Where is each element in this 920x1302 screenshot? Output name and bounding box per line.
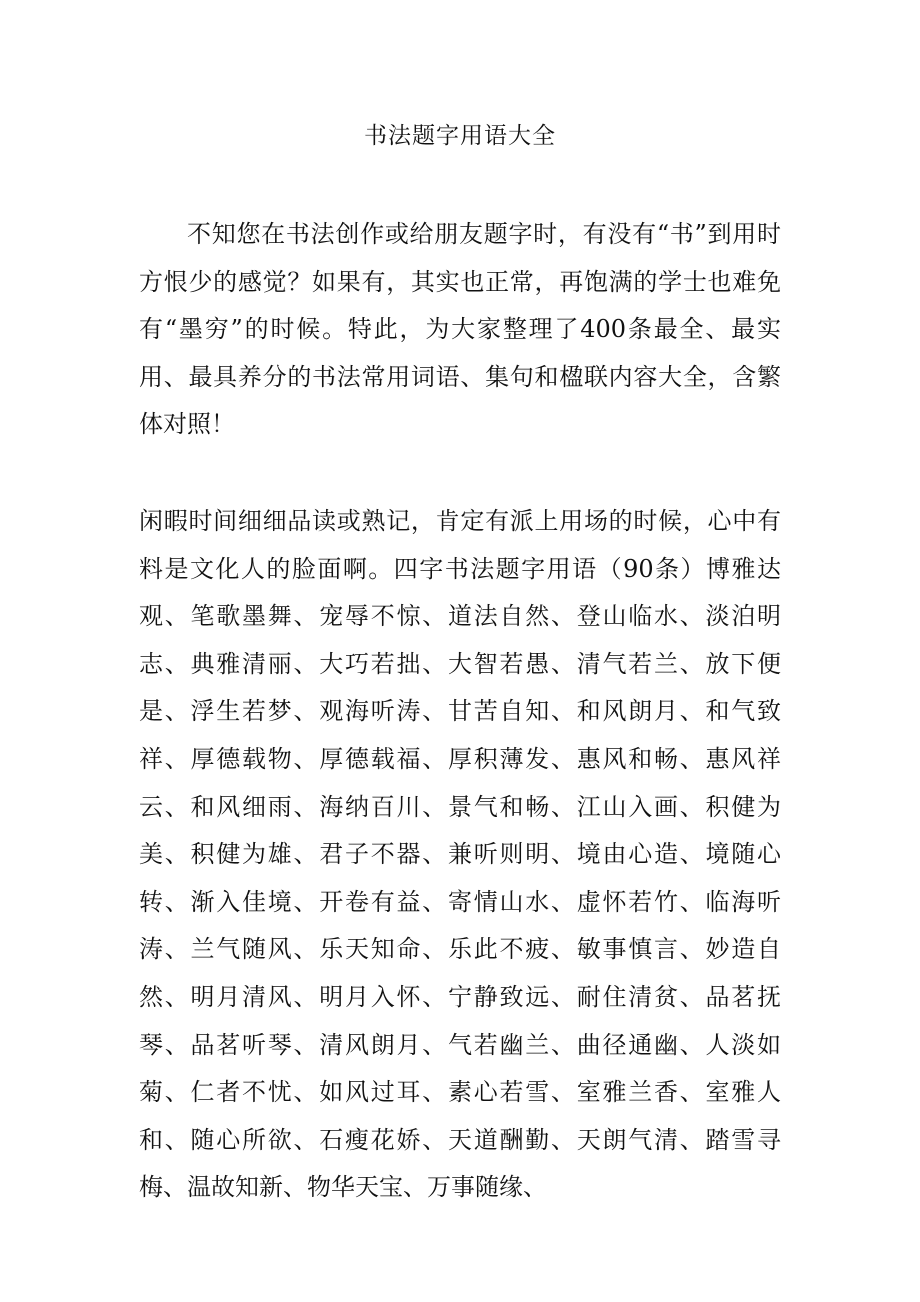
intro-paragraph: 不知您在书法创作或给朋友题字时，有没有“书”到用时方恨少的感觉？如果有，其实也正常，再饱满的学士也难免有“墨穷”的时候。特此，为大家整理了400条最全、最实用、最具养分的书法常用词语、集句和楹联内容大全，含繁体对照！ <box>139 220 781 439</box>
document-title: 书法题字用语大全 <box>364 123 556 149</box>
phrase-list-paragraph: 闲暇时间细细品读或熟记，肯定有派上用场的时候，心中有料是文化人的脸面啊。四字书法题字用语（90条）博雅达观、笔歌墨舞、宠辱不惊、道法自然、登山临水、淡泊明志、典雅清丽、大巧若拙、大智若愚、清气若兰、放下便是、浮生若梦、观海听涛、甘苦自知、和风朗月、和气致祥、厚德载物、厚德载福、厚积薄发、惠风和畅、惠风祥云、和风细雨、海纳百川、景气和畅、江山入画、积健为美、积健为雄、君子不器、兼听则明、境由心造、境随心转、渐入佳境、开卷有益、寄情山水、虚怀若竹、临海听涛、兰气随风、乐天知命、乐此不疲、敏事慎言、妙造自然、明月清风、明月入怀、宁静致远、耐住清贫、品茗抚琴、品茗听琴、清风朗月、气若幽兰、曲径通幽、人淡如菊、仁者不忧、如风过耳、素心若雪、室雅兰香、室雅人和、随心所欲、石瘦花娇、天道酬勤、天朗气清、踏雪寻梅、温故知新、物华天宝、万事随缘、 <box>139 507 781 1202</box>
